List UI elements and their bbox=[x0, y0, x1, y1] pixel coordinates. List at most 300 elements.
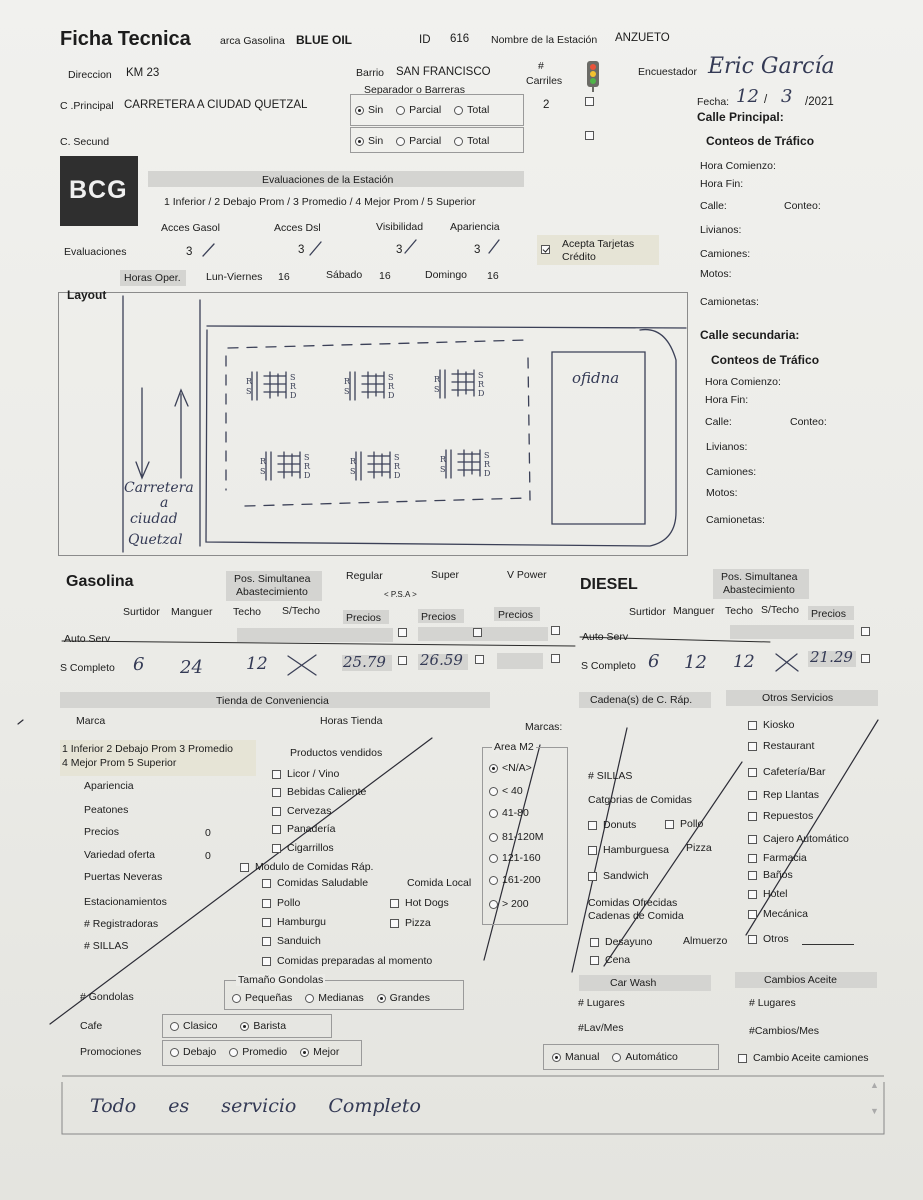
gas-col-manguer: Manguer bbox=[171, 606, 213, 618]
otros-otros-line bbox=[802, 944, 854, 945]
product-licor-label: Licor / Vino bbox=[287, 768, 340, 780]
gas-col-precios-1: Precios bbox=[346, 612, 382, 624]
tamano-label: Tamaño Gondolas bbox=[238, 974, 324, 986]
traffic-main-livianos: Livianos: bbox=[700, 224, 742, 236]
ff-sandwich[interactable] bbox=[588, 870, 649, 882]
modulo-sanduich[interactable] bbox=[262, 935, 321, 947]
eval-col-dsl: Acces Dsl bbox=[274, 222, 321, 234]
csecund-label: C. Secund bbox=[60, 136, 110, 148]
cafe-barista-radio[interactable] bbox=[240, 1022, 249, 1031]
fecha-year: /2021 bbox=[805, 96, 834, 108]
ff-hamburguesa-checkbox[interactable] bbox=[588, 846, 597, 855]
modulo-pizza-label: Pizza bbox=[405, 917, 431, 929]
otros-restaurant[interactable] bbox=[748, 740, 814, 752]
price-regular-value: 25.79 bbox=[343, 653, 386, 671]
store-puertas: Puertas Neveras bbox=[84, 871, 163, 883]
ff-donuts[interactable] bbox=[588, 819, 636, 831]
eval-col-gasol: Acces Gasol bbox=[161, 222, 220, 234]
area-opt-41-80[interactable] bbox=[489, 807, 529, 819]
carwash-mode[interactable] bbox=[552, 1051, 678, 1063]
fecha-day: 12 bbox=[736, 86, 759, 107]
traffic-main-calle: Calle: bbox=[700, 200, 727, 212]
store-precios-val: 0 bbox=[205, 827, 211, 839]
area-opt-81-120[interactable] bbox=[489, 831, 543, 843]
scroll-up-icon[interactable]: ▲ bbox=[870, 1080, 879, 1090]
otros-mecanica[interactable] bbox=[748, 908, 808, 920]
radio-parcial-label: Parcial bbox=[409, 104, 442, 116]
id-value: 616 bbox=[450, 33, 470, 45]
psa-label: < P.S.A > bbox=[384, 590, 417, 599]
modulo-hamburgu[interactable] bbox=[262, 916, 326, 928]
otros-cajero-checkbox[interactable] bbox=[748, 835, 757, 844]
ff-cena-checkbox[interactable] bbox=[590, 956, 599, 965]
encuestador-value: Eric García bbox=[708, 54, 835, 79]
cafe-clasico-radio[interactable] bbox=[170, 1022, 179, 1031]
autoserv-check-3[interactable] bbox=[551, 625, 566, 638]
area-opt-121-160-label: 121-160 bbox=[502, 852, 541, 864]
carwash-manual-radio[interactable] bbox=[552, 1053, 561, 1062]
dsl-col-stecho: S/Techo bbox=[761, 604, 799, 616]
radio-total-label: Total bbox=[467, 104, 490, 116]
ff-almuerzo[interactable] bbox=[665, 935, 727, 947]
product-cervezas-checkbox[interactable] bbox=[272, 807, 281, 816]
ff-cena-label: Cena bbox=[605, 954, 631, 966]
oil-camiones-label: Cambio Aceite camiones bbox=[753, 1052, 869, 1064]
autoserv-checkbox-2[interactable] bbox=[473, 628, 482, 637]
eval-row-label: Evaluaciones bbox=[64, 246, 127, 258]
gas-col-precios-3: Precios bbox=[498, 609, 534, 621]
dsl-manguer-value: 12 bbox=[684, 652, 707, 673]
ff-sandwich-checkbox[interactable] bbox=[588, 872, 597, 881]
fastfood-title: Cadena(s) de C. Ráp. bbox=[590, 694, 693, 706]
svg-text:R: R bbox=[246, 377, 253, 386]
gasolina-title: Gasolina bbox=[66, 573, 134, 590]
scompleto-checkbox-2[interactable] bbox=[475, 655, 484, 664]
hours-label: Horas Oper. bbox=[124, 272, 181, 284]
dir-label: Direccion bbox=[68, 69, 112, 81]
promo-promedio-label: Promedio bbox=[242, 1046, 288, 1058]
dsl-techo-value: 12 bbox=[733, 652, 755, 672]
gas-scompleto-label: S Completo bbox=[60, 662, 115, 674]
scompleto-checkbox-3[interactable] bbox=[551, 654, 560, 663]
lanes-value: 2 bbox=[543, 99, 550, 111]
otros-hotel[interactable] bbox=[748, 888, 788, 900]
modulo-hamburgu-checkbox[interactable] bbox=[262, 918, 271, 927]
traffic-sec-title: Conteos de Tráfico bbox=[711, 353, 820, 367]
svg-text:D: D bbox=[290, 391, 297, 400]
otros-llantas-label: Rep Llantas bbox=[763, 789, 820, 801]
eval-col-vis: Visibilidad bbox=[376, 221, 424, 233]
gas-col-surtidor: Surtidor bbox=[123, 606, 160, 618]
store-peatones: Peatones bbox=[84, 804, 129, 816]
dsl-scompleto-label: S Completo bbox=[581, 660, 636, 672]
promo-mejor-radio[interactable] bbox=[300, 1048, 309, 1057]
dsl-col-surtidor: Surtidor bbox=[629, 606, 666, 618]
otros-cajero-label: Cajero Automático bbox=[763, 833, 849, 845]
modulo-comidas-checkbox[interactable] bbox=[240, 863, 249, 872]
modulo-hotdogs-checkbox[interactable] bbox=[390, 899, 399, 908]
autoserv-check-4[interactable] bbox=[861, 626, 876, 639]
ff-pollo[interactable] bbox=[665, 818, 703, 830]
store-scale-2: 4 Mejor Prom 5 Superior bbox=[62, 757, 177, 769]
ff-pollo-label: Pollo bbox=[680, 818, 704, 830]
area-opt-gt200-radio[interactable] bbox=[489, 900, 498, 909]
bcg-logo-text: BCG bbox=[69, 176, 128, 204]
otros-restaurant-label: Restaurant bbox=[763, 740, 815, 752]
cards-label-1: Acepta Tarjetas bbox=[562, 238, 635, 250]
ff-ofrecidas-2: Cadenas de Comida bbox=[588, 910, 684, 922]
modulo-pollo[interactable] bbox=[262, 897, 300, 909]
product-panaderia-checkbox[interactable] bbox=[272, 825, 281, 834]
area-opt-161-200-label: 161-200 bbox=[502, 874, 541, 886]
carwash-manual-label: Manual bbox=[565, 1051, 600, 1063]
oil-camiones-checkbox[interactable] bbox=[738, 1054, 747, 1063]
tamano-grandes-radio[interactable] bbox=[377, 994, 386, 1003]
gas-col-stecho: S/Techo bbox=[282, 605, 320, 617]
price-super-value: 26.59 bbox=[420, 651, 463, 669]
modulo-pollo-checkbox[interactable] bbox=[262, 899, 271, 908]
fastfood-categorias: Catgorias de Comidas bbox=[588, 794, 692, 806]
product-cigarrillos-label: Cigarrillos bbox=[287, 842, 334, 854]
otros-restaurant-checkbox[interactable] bbox=[748, 742, 757, 751]
svg-text:S: S bbox=[290, 373, 296, 382]
radio-total-label-2: Total bbox=[467, 135, 490, 147]
eval-value-dsl: 3 bbox=[298, 244, 305, 256]
modulo-saludable-checkbox[interactable] bbox=[262, 879, 271, 888]
store-variedad-val: 0 bbox=[205, 850, 211, 862]
store-registradoras: # Registradoras bbox=[84, 918, 159, 930]
gas-col-techo: Techo bbox=[233, 606, 262, 618]
promo-options[interactable] bbox=[170, 1046, 339, 1058]
otros-farmacia-label: Farmacia bbox=[763, 852, 807, 864]
hours-dom-label: Domingo bbox=[425, 269, 468, 281]
radio-sin-label-2: Sin bbox=[368, 135, 384, 147]
area-opt-161-200-radio[interactable] bbox=[489, 876, 498, 885]
cprincipal-value: CARRETERA A CIUDAD QUETZAL bbox=[124, 99, 308, 111]
separator-label: Separador o Barreras bbox=[364, 84, 465, 96]
vpower-label: V Power bbox=[507, 569, 547, 581]
dir-value: KM 23 bbox=[126, 67, 160, 79]
product-licor-checkbox[interactable] bbox=[272, 770, 281, 779]
traffic-main-hora-fin: Hora Fin: bbox=[700, 178, 744, 190]
road-label-1: Carretera bbox=[124, 480, 194, 496]
ff-donuts-label: Donuts bbox=[603, 819, 637, 831]
encuestador-label: Encuestador bbox=[638, 66, 697, 78]
traffic-sec-hora-fin: Hora Fin: bbox=[705, 394, 749, 406]
area-opt-na-label: <N/A> bbox=[502, 762, 532, 774]
ff-sandwich-label: Sandwich bbox=[603, 870, 649, 882]
area-title: Area M2 bbox=[494, 741, 534, 753]
dsl-surtidor-value: 6 bbox=[648, 651, 660, 672]
otros-hotel-checkbox[interactable] bbox=[748, 890, 757, 899]
hours-lv-value: 16 bbox=[278, 271, 290, 283]
ff-almuerzo-label: Almuerzo bbox=[683, 935, 728, 947]
store-horas: Horas Tienda bbox=[320, 715, 383, 727]
pos-sim-dsl-1: Pos. Simultanea bbox=[721, 571, 798, 583]
traffic-sec-livianos: Livianos: bbox=[706, 441, 748, 453]
product-bebidas-label: Bebidas Caliente bbox=[287, 786, 367, 798]
otros-kiosko-checkbox[interactable] bbox=[748, 721, 757, 730]
traffic-main-title: Conteos de Tráfico bbox=[706, 134, 815, 148]
eval-col-apar: Apariencia bbox=[450, 221, 500, 233]
road-label-4: Quetzal bbox=[128, 532, 183, 548]
area-opt-gt200[interactable] bbox=[489, 898, 529, 910]
tamano-grandes-label: Grandes bbox=[389, 992, 430, 1004]
scompleto-check-4[interactable] bbox=[861, 653, 876, 666]
traffic-sec-heading: Calle secundaria: bbox=[700, 328, 800, 342]
comidas-preparadas-label: Comidas preparadas al momento bbox=[277, 955, 433, 967]
scompleto-checkbox-1[interactable] bbox=[398, 656, 407, 665]
scompleto-check-2[interactable] bbox=[475, 654, 490, 667]
notes-text[interactable]: Todo es servicio Completo bbox=[90, 1095, 421, 1117]
pos-sim-gas-1: Pos. Simultanea bbox=[234, 573, 311, 585]
product-cigarrillos-checkbox[interactable] bbox=[272, 844, 281, 853]
store-scale-1: 1 Inferior 2 Debajo Prom 3 Promedio bbox=[62, 743, 233, 755]
otros-cafeteria[interactable] bbox=[748, 766, 825, 778]
otros-mecanica-checkbox[interactable] bbox=[748, 910, 757, 919]
ff-cena[interactable] bbox=[590, 954, 630, 966]
tamano-options[interactable] bbox=[232, 992, 430, 1004]
modulo-pizza-checkbox[interactable] bbox=[390, 919, 399, 928]
ff-desayuno-checkbox[interactable] bbox=[590, 938, 599, 947]
dsl-autoserv-label: Auto Serv bbox=[582, 631, 629, 643]
eval-scale: 1 Inferior / 2 Debajo Prom / 3 Promedio / 4 Mejor Prom / 5 Superior bbox=[164, 196, 476, 208]
gas-col-precios-2: Precios bbox=[421, 611, 457, 623]
ff-hamburguesa[interactable] bbox=[588, 844, 669, 856]
product-panaderia-label: Panadería bbox=[287, 823, 336, 835]
dsl-col-manguer: Manguer bbox=[673, 605, 715, 617]
traffic-main-hora-comienzo: Hora Comienzo: bbox=[700, 160, 776, 172]
product-cervezas-label: Cervezas bbox=[287, 805, 332, 817]
traffic-main-motos: Motos: bbox=[700, 268, 732, 280]
area-opt-121-160[interactable] bbox=[489, 852, 541, 864]
ff-hamburguesa-label: Hamburguesa bbox=[603, 844, 669, 856]
hours-lv-label: Lun-Viernes bbox=[206, 271, 263, 283]
otros-hotel-label: Hotel bbox=[763, 888, 788, 900]
area-opt-lt40-label: < 40 bbox=[502, 785, 523, 797]
autoserv-checkbox-4[interactable] bbox=[861, 627, 870, 636]
tamano-medianas-radio[interactable] bbox=[305, 994, 314, 1003]
store-precios: Precios bbox=[84, 826, 120, 838]
promo-promedio-radio[interactable] bbox=[229, 1048, 238, 1057]
modulo-pizza[interactable] bbox=[390, 917, 431, 929]
calle-principal-label: Calle Principal: bbox=[697, 110, 784, 124]
cards-label-2: Crédito bbox=[562, 251, 596, 263]
fecha-month: 3 bbox=[781, 86, 793, 107]
traffic-sec-hora-comienzo: Hora Comienzo: bbox=[705, 376, 781, 388]
autoserv-checkbox-3[interactable] bbox=[551, 626, 560, 635]
store-cafe: Cafe bbox=[80, 1020, 103, 1032]
traffic-main-camiones: Camiones: bbox=[700, 248, 751, 260]
carwash-auto-radio[interactable] bbox=[612, 1053, 621, 1062]
ff-pizza-label: Pizza bbox=[686, 842, 712, 854]
traffic-sec-camiones: Camiones: bbox=[706, 466, 757, 478]
product-cervezas[interactable] bbox=[272, 805, 331, 817]
area-opt-lt40[interactable] bbox=[489, 785, 523, 797]
area-opt-81-120-radio[interactable] bbox=[489, 833, 498, 842]
diesel-title: DIESEL bbox=[580, 576, 638, 593]
otros-llantas-checkbox[interactable] bbox=[748, 791, 757, 800]
otros-kiosko-label: Kiosko bbox=[763, 719, 795, 731]
tamano-pequenas-radio[interactable] bbox=[232, 994, 241, 1003]
product-licor[interactable] bbox=[272, 768, 339, 780]
svg-text:S: S bbox=[246, 387, 252, 396]
layout-label: Layout bbox=[67, 288, 107, 302]
modulo-comidas[interactable] bbox=[240, 861, 373, 873]
scompleto-check-3[interactable] bbox=[551, 653, 566, 666]
area-opt-41-80-label: 41-80 bbox=[502, 807, 529, 819]
brand-value: BLUE OIL bbox=[296, 33, 352, 47]
super-label: Super bbox=[431, 569, 460, 581]
tamano-medianas-label: Medianas bbox=[318, 992, 364, 1004]
store-promociones: Promociones bbox=[80, 1046, 142, 1058]
product-panaderia[interactable] bbox=[272, 823, 335, 835]
autoserv-check-1[interactable] bbox=[398, 627, 413, 640]
radio-parcial-label-2: Parcial bbox=[409, 135, 442, 147]
carwash-auto-label: Automático bbox=[625, 1051, 678, 1063]
scroll-down-icon[interactable]: ▼ bbox=[870, 1106, 879, 1116]
otros-repuestos-label: Repuestos bbox=[763, 810, 814, 822]
autoserv-checkbox-1[interactable] bbox=[398, 628, 407, 637]
product-cigarrillos[interactable] bbox=[272, 842, 334, 854]
ff-donuts-checkbox[interactable] bbox=[588, 821, 597, 830]
station-value: ANZUETO bbox=[615, 32, 670, 44]
otros-cajero[interactable] bbox=[748, 833, 849, 845]
area-opt-81-120-label: 81-120M bbox=[502, 831, 544, 843]
hours-sab-label: Sábado bbox=[326, 269, 363, 281]
eval-value-vis: 3 bbox=[396, 244, 403, 256]
cprincipal-label: C .Principal bbox=[60, 100, 114, 112]
otros-cafeteria-checkbox[interactable] bbox=[748, 768, 757, 777]
area-opt-na[interactable] bbox=[489, 762, 532, 774]
traffic-sec-conteo: Conteo: bbox=[790, 416, 827, 428]
area-opt-41-80-radio[interactable] bbox=[489, 809, 498, 818]
road-label-3: ciudad bbox=[130, 511, 178, 527]
otros-farmacia-checkbox[interactable] bbox=[748, 854, 757, 863]
oil-lugares: # Lugares bbox=[749, 997, 796, 1009]
brand-label: arca Gasolina bbox=[220, 35, 285, 47]
otros-otros-checkbox[interactable] bbox=[748, 935, 757, 944]
autoserv-check-2[interactable] bbox=[473, 627, 488, 640]
promo-debajo-radio[interactable] bbox=[170, 1048, 179, 1057]
barrio-value: SAN FRANCISCO bbox=[396, 66, 491, 78]
modulo-sanduich-checkbox[interactable] bbox=[262, 937, 271, 946]
oil-cambios: #Cambios/Mes bbox=[749, 1025, 820, 1037]
carwash-title: Car Wash bbox=[610, 977, 657, 989]
ff-desayuno-label: Desayuno bbox=[605, 936, 653, 948]
gas-autoserv-label: Auto Serv bbox=[64, 633, 111, 645]
pos-sim-gas-2: Abastecimiento bbox=[236, 586, 308, 598]
product-bebidas[interactable] bbox=[272, 786, 366, 798]
product-bebidas-checkbox[interactable] bbox=[272, 788, 281, 797]
hours-dom-value: 16 bbox=[487, 270, 499, 282]
store-gondolas: # Gondolas bbox=[80, 991, 134, 1003]
modulo-pollo-label: Pollo bbox=[277, 897, 301, 909]
traffic-sec-calle: Calle: bbox=[705, 416, 732, 428]
modulo-saludable[interactable] bbox=[262, 877, 368, 889]
traffic-sec-camionetas: Camionetas: bbox=[706, 514, 765, 526]
comidas-preparadas[interactable] bbox=[262, 955, 432, 967]
eval-value-apar: 3 bbox=[474, 244, 481, 256]
cafe-options[interactable] bbox=[170, 1020, 286, 1032]
comidas-preparadas-checkbox[interactable] bbox=[262, 957, 271, 966]
oil-title: Cambios Aceite bbox=[764, 974, 837, 986]
fecha-label: Fecha: bbox=[697, 96, 730, 108]
modulo-comidas-label: Modulo de Comidas Ráp. bbox=[255, 861, 374, 873]
tamano-pequenas-label: Pequeñas bbox=[245, 992, 293, 1004]
store-sillas: # SILLAS bbox=[84, 940, 129, 952]
pos-sim-dsl-2: Abastecimiento bbox=[723, 584, 795, 596]
modulo-hotdogs[interactable] bbox=[390, 897, 449, 909]
modulo-sanduich-label: Sanduich bbox=[277, 935, 321, 947]
otros-banos[interactable] bbox=[748, 869, 793, 881]
modulo-hotdogs-label: Hot Dogs bbox=[405, 897, 449, 909]
otros-kiosko[interactable] bbox=[748, 719, 795, 731]
otros-banos-label: Baños bbox=[763, 869, 793, 881]
store-productos: Productos vendidos bbox=[290, 747, 383, 759]
otros-title: Otros Servicios bbox=[762, 692, 834, 704]
area-opt-161-200[interactable] bbox=[489, 874, 541, 886]
barrio-label: Barrio bbox=[356, 67, 385, 79]
area-opt-lt40-radio[interactable] bbox=[489, 787, 498, 796]
traffic-main-conteo: Conteo: bbox=[784, 200, 821, 212]
area-opt-121-160-radio[interactable] bbox=[489, 854, 498, 863]
otros-otros[interactable] bbox=[748, 933, 789, 945]
otros-repuestos-checkbox[interactable] bbox=[748, 812, 757, 821]
scompleto-check-1[interactable] bbox=[398, 655, 413, 668]
store-variedad: Variedad oferta bbox=[84, 849, 156, 861]
marcas-label: Marcas: bbox=[525, 721, 563, 733]
otros-llantas[interactable] bbox=[748, 789, 819, 801]
dsl-col-precios: Precios bbox=[811, 608, 847, 620]
store-estacionamientos: Estacionamientos bbox=[84, 896, 167, 908]
otros-farmacia[interactable] bbox=[748, 852, 807, 864]
lanes-label-2: Carriles bbox=[526, 75, 563, 87]
store-apariencia: Apariencia bbox=[84, 780, 134, 792]
radio-sin-label: Sin bbox=[368, 104, 384, 116]
traffic-sec-motos: Motos: bbox=[706, 487, 738, 499]
scompleto-checkbox-4[interactable] bbox=[861, 654, 870, 663]
hours-sab-value: 16 bbox=[379, 270, 391, 282]
promo-mejor-label: Mejor bbox=[313, 1046, 340, 1058]
id-label: ID bbox=[419, 34, 431, 46]
otros-banos-checkbox[interactable] bbox=[748, 871, 757, 880]
area-opt-na-radio[interactable] bbox=[489, 764, 498, 773]
oil-camiones[interactable] bbox=[738, 1052, 869, 1064]
modulo-hamburgu-label: Hamburgu bbox=[277, 916, 327, 928]
road-label-2: a bbox=[160, 495, 169, 511]
eval-value-gasol: 3 bbox=[186, 246, 193, 258]
dsl-col-techo: Techo bbox=[725, 605, 754, 617]
ff-pollo-checkbox[interactable] bbox=[665, 820, 674, 829]
cafe-clasico-label: Clasico bbox=[183, 1020, 218, 1032]
form-title: Ficha Tecnica bbox=[60, 28, 191, 50]
modulo-saludable-label: Comidas Saludable bbox=[277, 877, 369, 889]
otros-cafeteria-label: Cafetería/Bar bbox=[763, 766, 826, 778]
area-opt-gt200-label: > 200 bbox=[502, 898, 529, 910]
promo-debajo-label: Debajo bbox=[183, 1046, 217, 1058]
gas-manguer-value: 24 bbox=[180, 657, 203, 678]
store-marca: Marca bbox=[76, 715, 106, 727]
otros-repuestos[interactable] bbox=[748, 810, 813, 822]
ff-desayuno[interactable] bbox=[590, 936, 652, 948]
lanes-label-1: # bbox=[538, 60, 544, 72]
otros-mecanica-label: Mecánica bbox=[763, 908, 808, 920]
office-label: ofidna bbox=[572, 369, 620, 387]
eval-title: Evaluaciones de la Estación bbox=[262, 174, 394, 186]
traffic-main-camionetas: Camionetas: bbox=[700, 296, 759, 308]
regular-label: Regular bbox=[346, 570, 383, 582]
